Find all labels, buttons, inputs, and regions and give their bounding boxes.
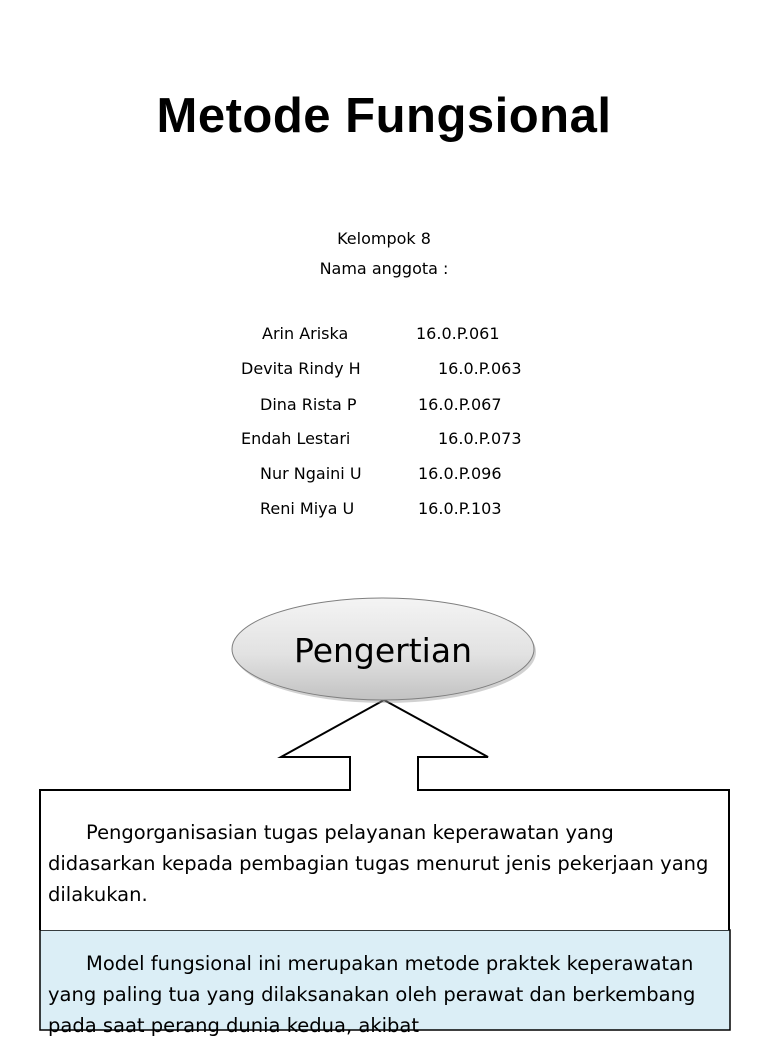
members-label: Nama anggota : [319, 259, 449, 278]
member-name: Endah Lestari [241, 429, 351, 448]
model-text: Model fungsional ini merupakan metode praktek keperawatan yang paling tua yang dilaksanakan oleh perawat dan berkembang pada saat perang dunia kedua, akibat [48, 952, 696, 1037]
group-label: Kelompok 8 [337, 229, 431, 248]
member-nim: 16.0.P.073 [438, 429, 522, 448]
oval-label: Pengertian [293, 631, 472, 670]
member-name: Dina Rista P [260, 395, 357, 414]
member-name: Devita Rindy H [241, 359, 361, 378]
member-name: Reni Miya U [260, 499, 355, 518]
member-nim: 16.0.P.061 [416, 324, 500, 343]
member-nim: 16.0.P.063 [438, 359, 522, 378]
definition-text: Pengorganisasian tugas pelayanan keperawatan yang didasarkan kepada pembagian tugas menurut jenis pekerjaan yang dilakukan. [48, 821, 709, 906]
member-nim: 16.0.P.067 [418, 395, 502, 414]
member-name: Arin Ariska [262, 324, 349, 343]
page-title: Metode Fungsional [156, 89, 612, 143]
member-name: Nur Ngaini U [260, 464, 362, 483]
member-nim: 16.0.P.096 [418, 464, 502, 483]
member-nim: 16.0.P.103 [418, 499, 502, 518]
